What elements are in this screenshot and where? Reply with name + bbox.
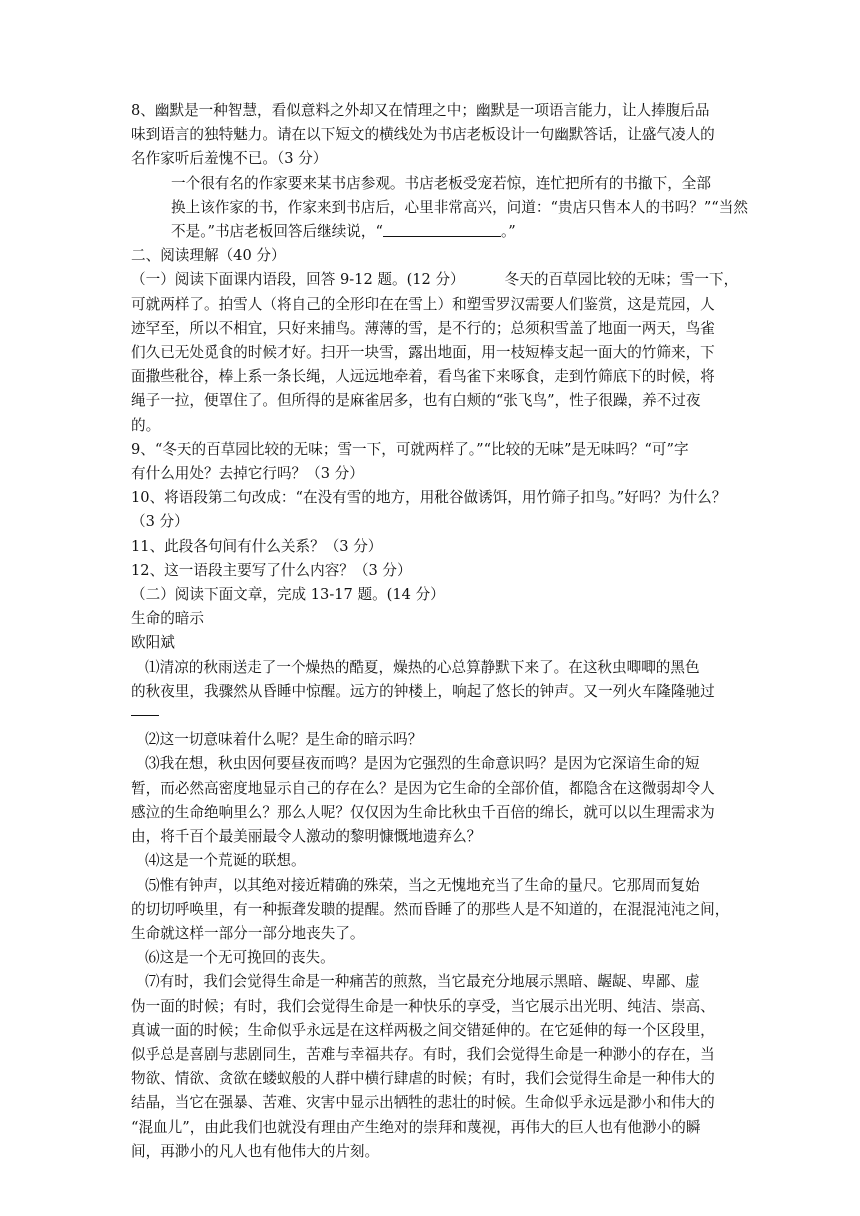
question-8-line-2: 味到语言的独特魅力。请在以下短文的横线处为书店老板设计一句幽默答话，让盛气凌人的 bbox=[131, 126, 715, 144]
exam-page bbox=[131, 99, 748, 1164]
para-7-line-4: 似乎总是喜剧与悲剧同生，苦难与幸福共存。有时，我们会觉得生命是一种渺小的存在，当 bbox=[131, 1045, 715, 1063]
para-3-line-4: 由，将千百个最美丽最令人激动的黎明慷慨地遗弃么？ bbox=[131, 828, 482, 846]
para-7-line-5: 物欲、情欲、贪欲在蝼蚁般的人群中横行肆虐的时候；有时，我们会觉得生命是一种伟大的 bbox=[131, 1070, 715, 1088]
passage-1-line-2: 可就两样了。拍雪人（将自己的全形印在在雪上）和塑雪罗汉需要人们鉴赏，这是荒园，人 bbox=[131, 295, 715, 313]
para-7-line-3: 真诚一面的时候；生命似乎永远是在这样两极之间交错延伸的。在它延伸的每一个区段里， bbox=[131, 1021, 715, 1039]
story-line-3-text: 不是。”书店老板回答后继续说，“ bbox=[171, 223, 383, 241]
para-1-line-2: 的秋夜里，我骤然从昏睡中惊醒。远方的钟楼上，响起了悠长的钟声。又一列火车隆隆驰过 bbox=[131, 682, 715, 700]
para-3-line-3: 感泣的生命绝响里么？那么人呢？仅仅因为生命比秋虫千百倍的绵长，就可以以生理需求为 bbox=[131, 803, 715, 821]
story-line-2: 换上该作家的书，作家来到书店后，心里非常高兴，问道：“贵店只售本人的书吗？”“当然 bbox=[171, 198, 748, 216]
passage-1-line-1 bbox=[131, 268, 739, 292]
question-11: 11、此段各句间有什么关系？（3 分） bbox=[131, 537, 383, 555]
para-7-line-7: “混血儿”，由此我们也就没有理由产生绝对的崇拜和蔑视，再伟大的巨人也有他渺小的瞬 bbox=[131, 1118, 701, 1136]
passage-2-heading: （二）阅读下面文章，完成 13-17 题。(14 分） bbox=[131, 586, 445, 604]
question-10-line-2: （3 分） bbox=[131, 513, 189, 531]
passage-1-line-6: 绳子一拉，便罩住了。但所得的是麻雀居多，也有白颊的“张飞鸟”，性子很躁，养不过夜 bbox=[131, 392, 701, 410]
para-2: ⑵这一切意味着什么呢？是生命的暗示吗？ bbox=[145, 731, 423, 749]
para-7-line-6: 结晶，当它在强暴、苦难、灾害中显示出牺牲的悲壮的时候。生命似乎永远是渺小和伟大的 bbox=[131, 1094, 715, 1112]
para-3-line-1: ⑶我在想，秋虫因何要昼夜而鸣？是因为它强烈的生命意识吗？是因为它深谙生命的短 bbox=[145, 755, 700, 773]
question-10-line-1: 10、将语段第二句改成：“在没有雪的地方，用秕谷做诱饵，用竹筛子扣鸟。”好吗？为什么？ bbox=[131, 489, 727, 507]
em-dash-line bbox=[131, 705, 159, 716]
article-title: 生命的暗示 bbox=[131, 610, 204, 628]
para-5-line-3: 生命就这样一部分一部分地丧失了。 bbox=[131, 924, 365, 942]
answer-blank[interactable] bbox=[383, 222, 501, 237]
passage-1-start: 冬天的百草园比较的无味；雪一下， bbox=[504, 271, 739, 289]
passage-1-line-4: 们久已无处觅食的时候才好。扫开一块雪，露出地面，用一枝短棒支起一面大的竹筛来，下 bbox=[131, 344, 715, 362]
question-9-line-2: 有什么用处？去掉它行吗？（3 分） bbox=[131, 465, 364, 483]
para-3-line-2: 暂，而必然高密度地显示自己的存在么？是因为它生命的全部价值，都隐含在这微弱却令人 bbox=[131, 779, 715, 797]
passage-1-line-5: 面撒些秕谷，棒上系一条长绳，人远远地牵着，看鸟雀下来啄食，走到竹筛底下的时候，将 bbox=[131, 368, 715, 386]
para-1-line-3 bbox=[131, 704, 731, 728]
passage-1-line-3: 迹罕至，所以不相宜，只好来捕鸟。薄薄的雪，是不行的；总须积雪盖了地面一两天，鸟雀 bbox=[131, 319, 715, 337]
article-author: 欧阳斌 bbox=[131, 634, 175, 652]
section-2-heading: 二、阅读理解（40 分） bbox=[131, 247, 286, 265]
para-6: ⑹这是一个无可挽回的丧失。 bbox=[145, 949, 335, 967]
passage-1-instruction: （一）阅读下面课内语段，回答 9-12 题。(12 分） bbox=[131, 271, 465, 289]
para-4: ⑷这是一个荒诞的联想。 bbox=[145, 852, 306, 870]
passage-1-line-7: 的。 bbox=[131, 416, 161, 434]
para-7-line-1: ⑺有时，我们会觉得生命是一种痛苦的煎熬，当它最充分地展示黑暗、龌龊、卑鄙、虚 bbox=[145, 973, 700, 991]
story-line-1: 一个很有名的作家要来某书店参观。书店老板受宠若惊，连忙把所有的书撤下，全部 bbox=[171, 174, 711, 192]
story-line-3 bbox=[131, 220, 731, 244]
para-5-line-2: 的切切呼唤里，有一种振聋发聩的提醒。然而昏睡了的那些人是不知道的，在混混沌沌之间， bbox=[131, 900, 730, 918]
question-8-line-1: 8、幽默是一种智慧，看似意料之外却又在情理之中；幽默是一项语言能力，让人捧腹后品 bbox=[131, 102, 710, 119]
story-line-3-end: 。” bbox=[500, 223, 516, 241]
para-7-line-8: 间，再渺小的凡人也有他伟大的片刻。 bbox=[131, 1142, 380, 1160]
para-1-line-1: ⑴清凉的秋雨送走了一个燥热的酷夏，燥热的心总算静默下来了。在这秋虫唧唧的黑色 bbox=[145, 658, 700, 676]
question-12: 12、这一语段主要写了什么内容？（3 分） bbox=[131, 561, 412, 579]
para-7-line-2: 伪一面的时候；有时，我们会觉得生命是一种快乐的享受，当它展示出光明、纯洁、崇高、 bbox=[131, 997, 715, 1015]
para-5-line-1: ⑸惟有钟声，以其绝对接近精确的殊荣，当之无愧地充当了生命的量尺。它那周而复始 bbox=[145, 876, 700, 894]
question-8-line-3: 名作家听后羞愧不已。（3 分） bbox=[131, 150, 328, 168]
question-9-line-1: 9、“冬天的百草园比较的无味；雪一下，可就两样了。”“比较的无味”是无味吗？“可”字 bbox=[131, 440, 689, 458]
